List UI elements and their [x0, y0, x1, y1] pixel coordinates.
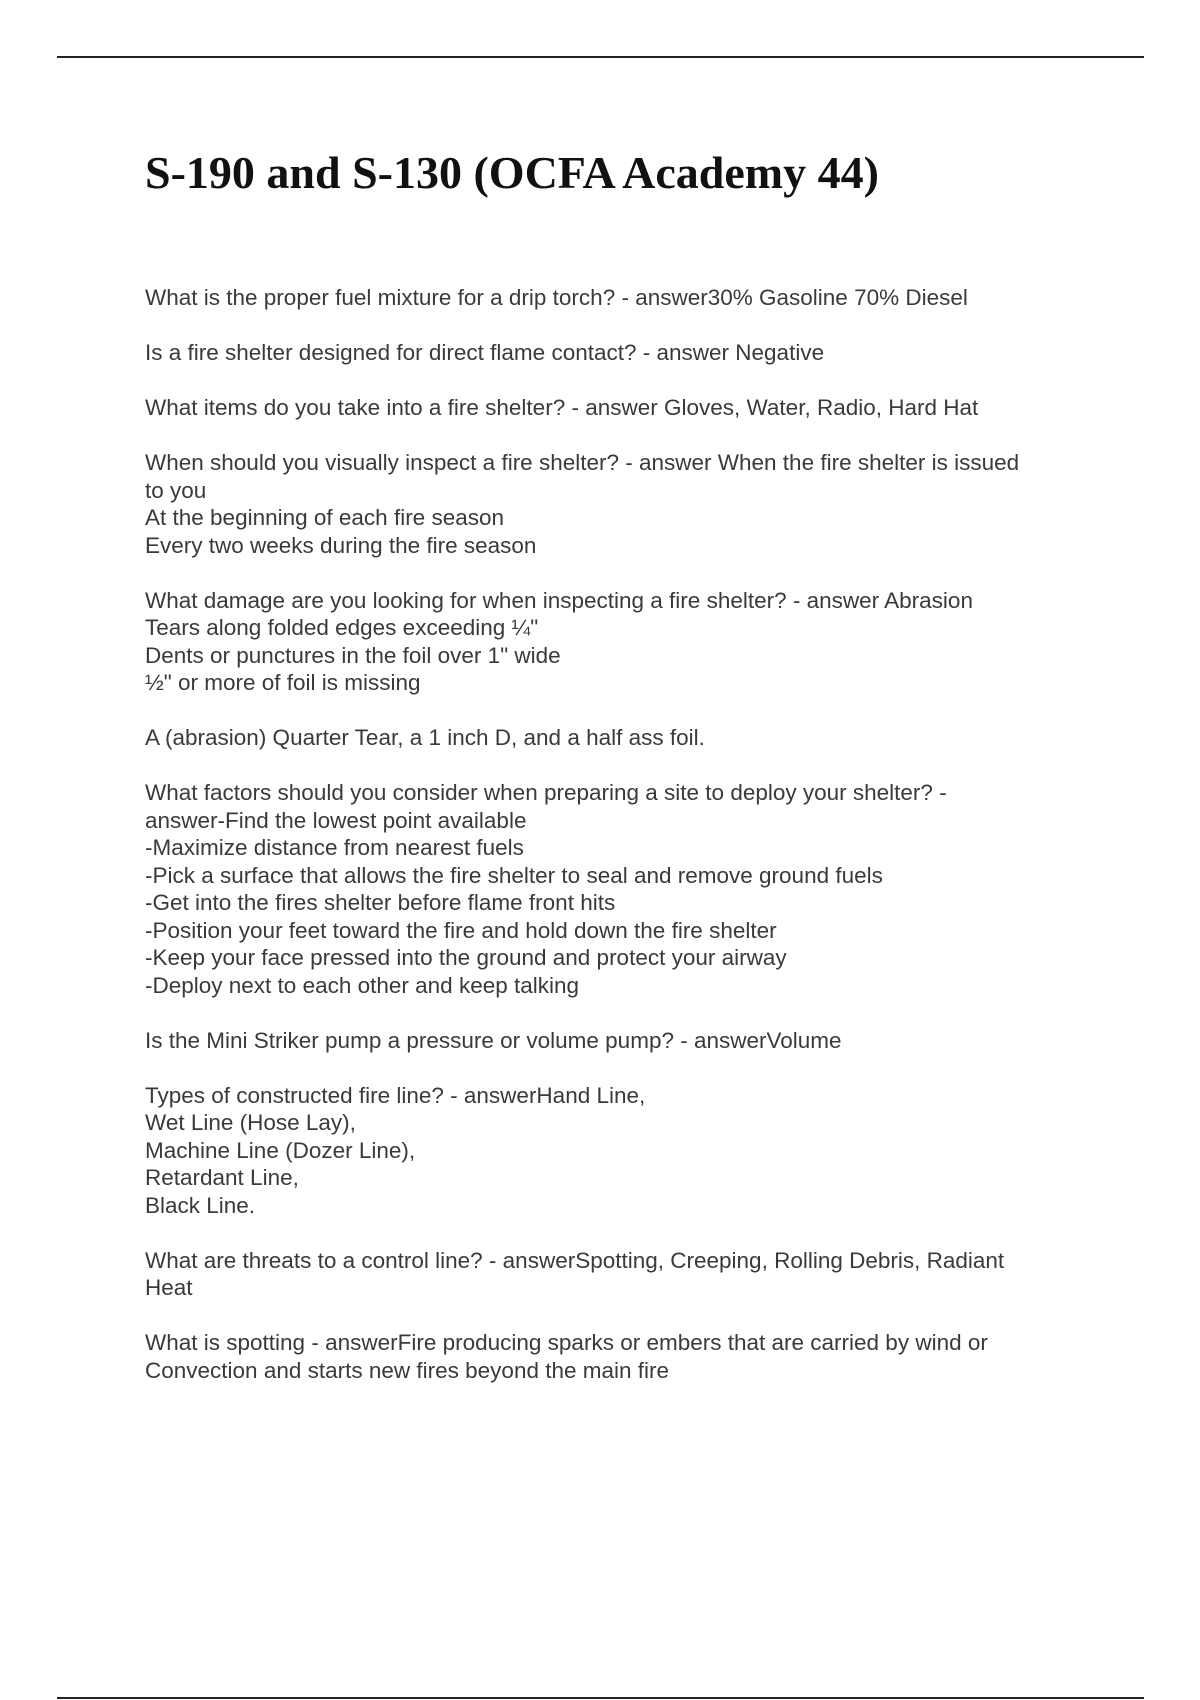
qa-answer-line: -Get into the fires shelter before flame front hits: [145, 890, 616, 915]
qa-item: [145, 394, 1095, 422]
qa-question-line: What is spotting - answerFire producing sparks or embers that are carried by wind or: [145, 1330, 988, 1355]
qa-item: [145, 724, 1095, 752]
qa-answer-line: Convection and starts new fires beyond the main fire: [145, 1357, 670, 1383]
qa-answer-line: Wet Line (Hose Lay),: [145, 1110, 356, 1135]
qa-item: [145, 1247, 1095, 1302]
bottom-divider: [57, 1697, 1144, 1699]
qa-answer-line: At the beginning of each fire season: [145, 505, 505, 530]
qa-answer-line: -Position your feet toward the fire and hold down the fire shelter: [145, 917, 777, 943]
qa-answer-line: answer-Find the lowest point available: [145, 807, 527, 833]
qa-item: [145, 1027, 1095, 1055]
qa-question-line: Is the Mini Striker pump a pressure or volume pump? - answerVolume: [145, 1027, 842, 1053]
qa-item: [145, 779, 1095, 999]
qa-answer-line: to you: [145, 477, 207, 503]
qa-item: [145, 284, 1095, 312]
qa-answer-line: Tears along folded edges exceeding ¼": [145, 615, 539, 640]
qa-item: [145, 1082, 1095, 1220]
qa-item: [145, 1329, 1095, 1384]
qa-answer-line: -Pick a surface that allows the fire shelter to seal and remove ground fuels: [145, 862, 883, 888]
page-title: S-190 and S-130 (OCFA Academy 44): [145, 147, 879, 198]
qa-answer-line: -Maximize distance from nearest fuels: [145, 835, 524, 860]
qa-question-line: A (abrasion) Quarter Tear, a 1 inch D, and a half ass foil.: [145, 725, 705, 750]
qa-question-line: When should you visually inspect a fire shelter? - answer When the fire shelter is issued: [145, 450, 1020, 475]
qa-item: [145, 449, 1095, 559]
qa-question-line: Types of constructed fire line? - answerHand Line,: [145, 1082, 646, 1108]
top-divider: [57, 56, 1144, 58]
qa-item: [145, 339, 1095, 367]
qa-item: [145, 587, 1095, 697]
qa-answer-line: Machine Line (Dozer Line),: [145, 1137, 416, 1163]
qa-question-line: What items do you take into a fire shelter? - answer Gloves, Water, Radio, Hard Hat: [145, 395, 979, 420]
qa-answer-line: Dents or punctures in the foil over 1" wide: [145, 642, 561, 668]
qa-question-line: What factors should you consider when preparing a site to deploy your shelter? -: [145, 780, 947, 805]
qa-answer-line: ½" or more of foil is missing: [145, 670, 421, 695]
qa-answer-line: Black Line.: [145, 1192, 256, 1218]
qa-answer-line: Retardant Line,: [145, 1165, 299, 1190]
qa-question-line: What damage are you looking for when inspecting a fire shelter? - answer Abrasion: [145, 587, 973, 613]
qa-list: [145, 284, 1095, 1412]
qa-answer-line: -Keep your face pressed into the ground and protect your airway: [145, 945, 787, 970]
qa-question-line: Is a fire shelter designed for direct flame contact? - answer Negative: [145, 340, 825, 365]
qa-answer-line: -Deploy next to each other and keep talking: [145, 972, 580, 998]
qa-question-line: What is the proper fuel mixture for a drip torch? - answer30% Gasoline 70% Diesel: [145, 285, 968, 310]
qa-question-line: What are threats to a control line? - answerSpotting, Creeping, Rolling Debris, Radiant: [145, 1247, 1005, 1273]
qa-answer-line: Every two weeks during the fire season: [145, 532, 537, 558]
qa-answer-line: Heat: [145, 1275, 193, 1300]
